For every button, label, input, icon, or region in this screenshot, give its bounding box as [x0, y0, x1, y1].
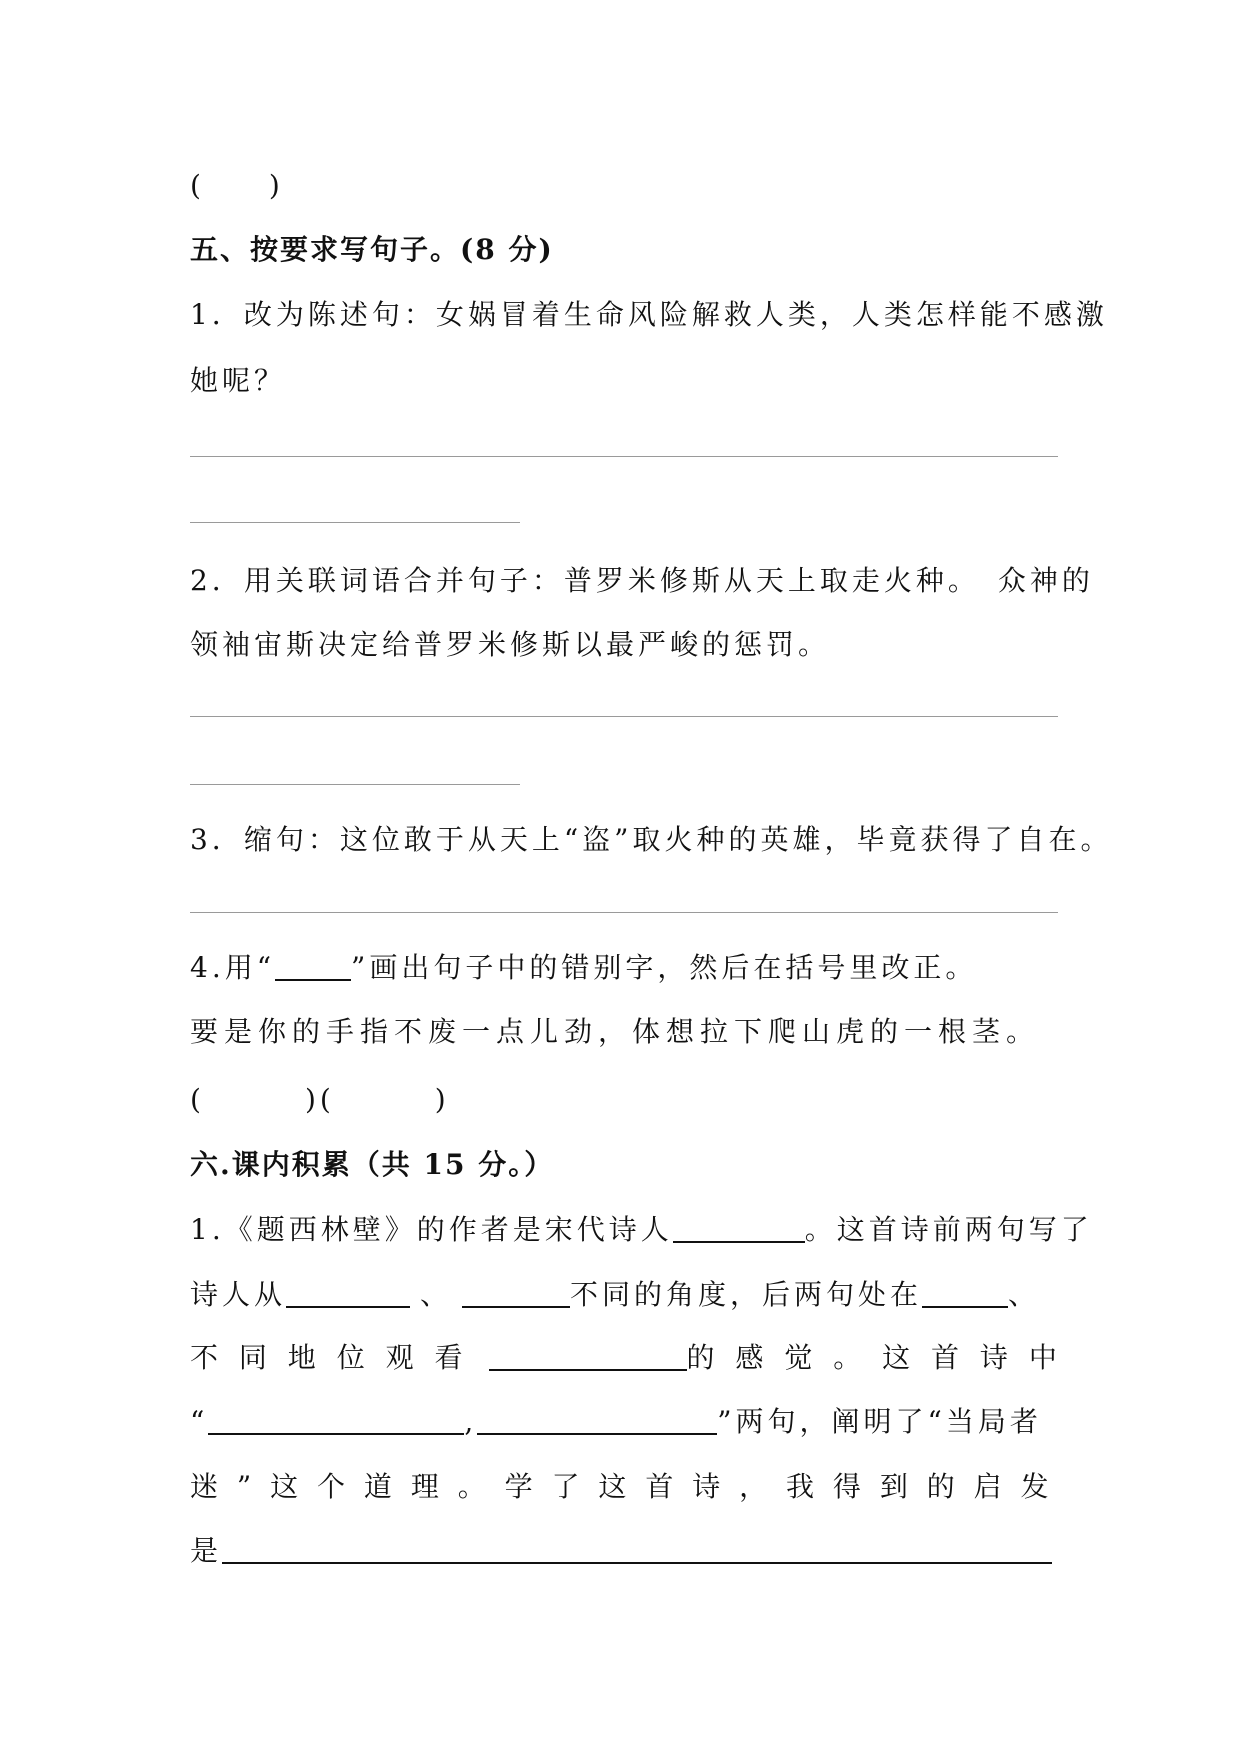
- q4-paren-mid: )(: [304, 1083, 335, 1116]
- blank-inspiration[interactable]: [222, 1534, 1052, 1564]
- blank-view[interactable]: [489, 1341, 687, 1371]
- q4-paren-open: (: [190, 1083, 205, 1116]
- q2-text-line1: 2．用关联词语合并句子：普罗米修斯从天上取走火种。 众神的: [190, 564, 1094, 597]
- s6-line1: [190, 1212, 1093, 1248]
- blank-angle-2[interactable]: [462, 1278, 570, 1308]
- q4-instruction-post: ”画出句子中的错别字，然后在括号里改正。: [351, 951, 978, 984]
- s6-line6: [190, 1533, 1052, 1569]
- s6-line4-b: ,: [464, 1405, 478, 1438]
- q3-answer-line[interactable]: [190, 912, 1058, 913]
- q4-sentence: 要是你的手指不废一点儿劲，体想拉下爬山虎的一根茎。: [190, 1015, 1041, 1048]
- q4-paren-close: ): [434, 1083, 450, 1116]
- q3-text: 3．缩句：这位敢于从天上“盗”取火种的英雄，毕竟获得了自在。: [190, 823, 1113, 856]
- q1-text-line2: 她呢？: [190, 364, 287, 397]
- s6-line2-d: 、: [1008, 1278, 1041, 1311]
- q4-underline-sample: [275, 951, 351, 981]
- q2-text-line2: 领袖宙斯决定给普罗米修斯以最严峻的惩罚。: [190, 628, 831, 661]
- s6-line3-a: 不 同 地 位 观 看: [190, 1341, 469, 1374]
- q4-instruction-pre: 4.用“: [190, 951, 276, 984]
- s6-line3: [190, 1340, 1063, 1376]
- s6-line2: [190, 1277, 1040, 1313]
- answer-parens: ( ): [190, 169, 284, 202]
- s6-line2-a: 诗人从: [190, 1278, 287, 1311]
- s6-line3-b: 的 感 觉 。 这 首 诗 中: [686, 1341, 1063, 1374]
- s6-line5: 迷 ” 这 个 道 理 。 学 了 这 首 诗 ， 我 得 到 的 启 发: [190, 1470, 1054, 1503]
- q4-answer-parens[interactable]: [190, 1082, 450, 1118]
- blank-poet[interactable]: [673, 1213, 805, 1243]
- blank-angle-1[interactable]: [286, 1278, 410, 1308]
- section5-title: 五、按要求写句子。(8 分): [190, 233, 554, 266]
- s6-line1-b: 。这首诗前两句写了: [804, 1213, 1093, 1246]
- s6-line4: [190, 1404, 1042, 1440]
- q1-answer-line-2[interactable]: [190, 522, 520, 523]
- blank-poem-line-2[interactable]: [477, 1405, 717, 1435]
- s6-line6-a: 是: [190, 1534, 223, 1567]
- q1-answer-line-1[interactable]: [190, 456, 1058, 457]
- s6-line2-b: 、: [420, 1278, 453, 1311]
- s6-line2-c: 不同的角度，后两句处在: [570, 1278, 923, 1311]
- q1-text-line1: 1．改为陈述句：女娲冒着生命风险解救人类，人类怎样能不感激: [190, 298, 1108, 331]
- blank-position[interactable]: [922, 1278, 1008, 1308]
- blank-poem-line-1[interactable]: [208, 1405, 464, 1435]
- q2-answer-line-2[interactable]: [190, 784, 520, 785]
- s6-line1-a: 1.《题西林壁》的作者是宋代诗人: [190, 1213, 673, 1246]
- q4-instruction: [190, 950, 977, 986]
- section6-title: 六.课内积累（共 15 分。）: [190, 1148, 555, 1181]
- s6-line4-c: ”两句，阐明了“当局者: [717, 1405, 1042, 1438]
- q2-answer-line-1[interactable]: [190, 716, 1058, 717]
- s6-line4-a: “: [190, 1405, 209, 1438]
